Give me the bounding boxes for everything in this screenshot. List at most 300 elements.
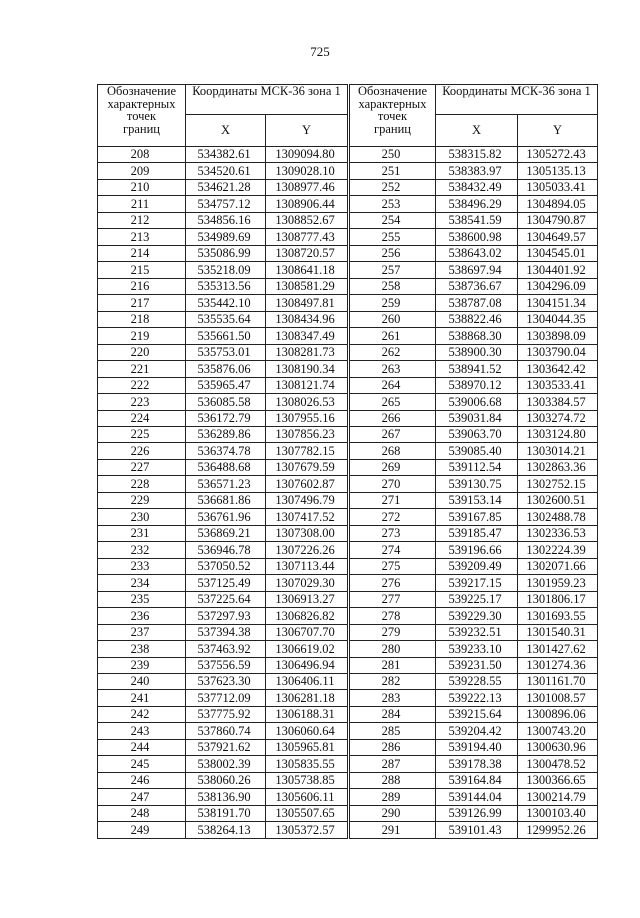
- table-row: [98, 295, 348, 311]
- header-point-line: точек: [377, 109, 408, 123]
- table-row: [350, 624, 598, 640]
- x-coordinate-cell: 539196.66: [436, 542, 518, 558]
- x-coordinate-cell: 537712.09: [186, 690, 266, 706]
- y-coordinate-cell: 1308777.43: [266, 229, 348, 245]
- y-coordinate-cell: 1307679.59: [266, 459, 348, 475]
- y-coordinate-cell: 1303124.80: [518, 426, 598, 442]
- x-coordinate-cell: 539215.64: [436, 706, 518, 722]
- point-number-cell: 219: [98, 328, 186, 344]
- y-coordinate-cell: 1305965.81: [266, 739, 348, 755]
- y-coordinate-cell: 1302336.53: [518, 525, 598, 541]
- page-number: 725: [310, 44, 330, 59]
- point-number-cell: 210: [98, 179, 186, 195]
- point-number-cell: 239: [98, 657, 186, 673]
- x-coordinate-cell: 539153.14: [436, 492, 518, 508]
- table-row: [350, 608, 598, 624]
- table-row: [350, 147, 598, 163]
- point-number-cell: 291: [350, 822, 436, 838]
- y-coordinate-cell: 1301959.23: [518, 575, 598, 591]
- y-coordinate-cell: 1308977.46: [266, 179, 348, 195]
- y-coordinate-cell: 1306406.11: [266, 674, 348, 690]
- table-row: [98, 739, 348, 755]
- table-row: [350, 459, 598, 475]
- table-row: [98, 163, 348, 179]
- header-point-line: характерных: [107, 96, 176, 111]
- x-coordinate-cell: 536085.58: [186, 394, 266, 410]
- table-row: [350, 509, 598, 525]
- point-number-cell: 289: [350, 789, 436, 805]
- table-row: [98, 344, 348, 360]
- point-number-cell: 211: [98, 196, 186, 212]
- point-number-cell: 227: [98, 459, 186, 475]
- table-row: [98, 245, 348, 261]
- table-row: [98, 575, 348, 591]
- point-number-cell: 220: [98, 344, 186, 360]
- header-x: X: [436, 115, 518, 147]
- table-row: [350, 575, 598, 591]
- table-row: [98, 542, 348, 558]
- y-coordinate-cell: 1301540.31: [518, 624, 598, 640]
- x-coordinate-cell: 538383.97: [436, 163, 518, 179]
- table-row: [350, 377, 598, 393]
- point-number-cell: 250: [350, 147, 436, 163]
- y-coordinate-cell: 1307602.87: [266, 476, 348, 492]
- coordinates-table-right: [349, 84, 598, 839]
- header-x: X: [186, 115, 266, 147]
- table-row: [98, 361, 348, 377]
- table-row: [98, 394, 348, 410]
- table-row: [98, 147, 348, 163]
- x-coordinate-cell: 534757.12: [186, 196, 266, 212]
- table-row: [98, 772, 348, 788]
- y-coordinate-cell: 1303014.21: [518, 443, 598, 459]
- y-coordinate-cell: 1307113.44: [266, 558, 348, 574]
- x-coordinate-cell: 539006.68: [436, 394, 518, 410]
- y-coordinate-cell: 1304545.01: [518, 245, 598, 261]
- x-coordinate-cell: 538496.29: [436, 196, 518, 212]
- point-number-cell: 278: [350, 608, 436, 624]
- header-point-line: границ: [374, 121, 411, 136]
- x-coordinate-cell: 539209.49: [436, 558, 518, 574]
- point-number-cell: 281: [350, 657, 436, 673]
- table-row: [350, 789, 598, 805]
- point-number-cell: 285: [350, 723, 436, 739]
- point-number-cell: 221: [98, 361, 186, 377]
- table-row: [98, 608, 348, 624]
- x-coordinate-cell: 539178.38: [436, 756, 518, 772]
- y-coordinate-cell: 1307782.15: [266, 443, 348, 459]
- x-coordinate-cell: 537225.64: [186, 591, 266, 607]
- point-number-cell: 212: [98, 212, 186, 228]
- point-number-cell: 258: [350, 278, 436, 294]
- x-coordinate-cell: 534382.61: [186, 147, 266, 163]
- point-number-cell: 233: [98, 558, 186, 574]
- y-coordinate-cell: 1300366.65: [518, 772, 598, 788]
- header-system-line1: Координаты МСК-36: [192, 84, 305, 98]
- point-number-cell: 254: [350, 212, 436, 228]
- point-number-cell: 288: [350, 772, 436, 788]
- y-coordinate-cell: 1306188.31: [266, 706, 348, 722]
- point-number-cell: 269: [350, 459, 436, 475]
- table-row: [350, 822, 598, 838]
- x-coordinate-cell: 538900.30: [436, 344, 518, 360]
- y-coordinate-cell: 1301806.17: [518, 591, 598, 607]
- x-coordinate-cell: 538541.59: [436, 212, 518, 228]
- x-coordinate-cell: 536172.79: [186, 410, 266, 426]
- table-row: [350, 278, 598, 294]
- table-row: [98, 591, 348, 607]
- x-coordinate-cell: 537394.38: [186, 624, 266, 640]
- x-coordinate-cell: 538432.49: [436, 179, 518, 195]
- x-coordinate-cell: 539063.70: [436, 426, 518, 442]
- header-coordinate-system: [436, 85, 598, 115]
- table-row: [98, 229, 348, 245]
- table-row: [98, 212, 348, 228]
- table-row: [350, 476, 598, 492]
- table-row: [98, 674, 348, 690]
- header-system-line1: Координаты МСК-36: [442, 84, 555, 98]
- y-coordinate-cell: 1308434.96: [266, 311, 348, 327]
- y-coordinate-cell: 1305033.41: [518, 179, 598, 195]
- x-coordinate-cell: 539228.55: [436, 674, 518, 690]
- point-number-cell: 237: [98, 624, 186, 640]
- y-coordinate-cell: 1300214.79: [518, 789, 598, 805]
- point-number-cell: 231: [98, 525, 186, 541]
- point-number-cell: 257: [350, 262, 436, 278]
- point-number-cell: 222: [98, 377, 186, 393]
- y-coordinate-cell: 1303790.04: [518, 344, 598, 360]
- y-coordinate-cell: 1304649.57: [518, 229, 598, 245]
- y-coordinate-cell: 1301161.70: [518, 674, 598, 690]
- table-row: [98, 278, 348, 294]
- header-point-line: точек: [126, 109, 157, 123]
- x-coordinate-cell: 536571.23: [186, 476, 266, 492]
- y-coordinate-cell: 1306060.64: [266, 723, 348, 739]
- point-number-cell: 264: [350, 377, 436, 393]
- table-row: [350, 394, 598, 410]
- table-row: [98, 492, 348, 508]
- table-row: [98, 476, 348, 492]
- point-number-cell: 290: [350, 805, 436, 821]
- y-coordinate-cell: 1300103.40: [518, 805, 598, 821]
- x-coordinate-cell: 536488.68: [186, 459, 266, 475]
- y-coordinate-cell: 1302863.36: [518, 459, 598, 475]
- x-coordinate-cell: 538643.02: [436, 245, 518, 261]
- y-coordinate-cell: 1309028.10: [266, 163, 348, 179]
- y-coordinate-cell: 1307955.16: [266, 410, 348, 426]
- point-number-cell: 272: [350, 509, 436, 525]
- point-number-cell: 283: [350, 690, 436, 706]
- point-number-cell: 209: [98, 163, 186, 179]
- header-point-line: Обозначение: [357, 84, 428, 98]
- point-number-cell: 244: [98, 739, 186, 755]
- x-coordinate-cell: 539225.17: [436, 591, 518, 607]
- table-row: [350, 772, 598, 788]
- header-coordinate-system: [186, 85, 348, 115]
- x-coordinate-cell: 537775.92: [186, 706, 266, 722]
- x-coordinate-cell: 536869.21: [186, 525, 266, 541]
- y-coordinate-cell: 1302752.15: [518, 476, 598, 492]
- y-coordinate-cell: 1305272.43: [518, 147, 598, 163]
- point-number-cell: 229: [98, 492, 186, 508]
- y-coordinate-cell: 1306619.02: [266, 641, 348, 657]
- table-row: [98, 179, 348, 195]
- x-coordinate-cell: 539204.42: [436, 723, 518, 739]
- table-row: [98, 624, 348, 640]
- table-row: [350, 245, 598, 261]
- header-y: Y: [518, 115, 598, 147]
- table-row: [350, 410, 598, 426]
- point-number-cell: 270: [350, 476, 436, 492]
- y-coordinate-cell: 1305835.55: [266, 756, 348, 772]
- point-number-cell: 245: [98, 756, 186, 772]
- y-coordinate-cell: 1304401.92: [518, 262, 598, 278]
- x-coordinate-cell: 537556.59: [186, 657, 266, 673]
- x-coordinate-cell: 538970.12: [436, 377, 518, 393]
- y-coordinate-cell: 1304296.09: [518, 278, 598, 294]
- y-coordinate-cell: 1308581.29: [266, 278, 348, 294]
- point-number-cell: 238: [98, 641, 186, 657]
- point-number-cell: 268: [350, 443, 436, 459]
- point-number-cell: 276: [350, 575, 436, 591]
- coordinates-table-left: [97, 84, 348, 839]
- x-coordinate-cell: 535753.01: [186, 344, 266, 360]
- x-coordinate-cell: 539194.40: [436, 739, 518, 755]
- x-coordinate-cell: 539126.99: [436, 805, 518, 821]
- x-coordinate-cell: 539112.54: [436, 459, 518, 475]
- x-coordinate-cell: 537921.62: [186, 739, 266, 755]
- x-coordinate-cell: 537050.52: [186, 558, 266, 574]
- table-row: [98, 641, 348, 657]
- point-number-cell: 284: [350, 706, 436, 722]
- table-row: [350, 361, 598, 377]
- x-coordinate-cell: 537860.74: [186, 723, 266, 739]
- x-coordinate-cell: 535876.06: [186, 361, 266, 377]
- table-row: [98, 410, 348, 426]
- point-number-cell: 253: [350, 196, 436, 212]
- header-point-designation: [98, 85, 186, 147]
- point-number-cell: 215: [98, 262, 186, 278]
- y-coordinate-cell: 1308347.49: [266, 328, 348, 344]
- point-number-cell: 214: [98, 245, 186, 261]
- y-coordinate-cell: 1308121.74: [266, 377, 348, 393]
- x-coordinate-cell: 538136.90: [186, 789, 266, 805]
- y-coordinate-cell: 1306281.18: [266, 690, 348, 706]
- x-coordinate-cell: 539031.84: [436, 410, 518, 426]
- point-number-cell: 228: [98, 476, 186, 492]
- y-coordinate-cell: 1307308.00: [266, 525, 348, 541]
- x-coordinate-cell: 535313.56: [186, 278, 266, 294]
- x-coordinate-cell: 536761.96: [186, 509, 266, 525]
- x-coordinate-cell: 534856.16: [186, 212, 266, 228]
- table-row: [350, 641, 598, 657]
- table-row: [98, 789, 348, 805]
- point-number-cell: 248: [98, 805, 186, 821]
- y-coordinate-cell: 1306496.94: [266, 657, 348, 673]
- x-coordinate-cell: 539164.84: [436, 772, 518, 788]
- x-coordinate-cell: 538060.26: [186, 772, 266, 788]
- table-row: [350, 739, 598, 755]
- x-coordinate-cell: 538822.46: [436, 311, 518, 327]
- table-row: [350, 295, 598, 311]
- y-coordinate-cell: 1302224.39: [518, 542, 598, 558]
- y-coordinate-cell: 1304790.87: [518, 212, 598, 228]
- table-row: [98, 756, 348, 772]
- y-coordinate-cell: 1305372.57: [266, 822, 348, 838]
- x-coordinate-cell: 535965.47: [186, 377, 266, 393]
- x-coordinate-cell: 536374.78: [186, 443, 266, 459]
- table-row: [350, 426, 598, 442]
- point-number-cell: 275: [350, 558, 436, 574]
- x-coordinate-cell: 536946.78: [186, 542, 266, 558]
- point-number-cell: 234: [98, 575, 186, 591]
- header-system-line2: зона 1: [558, 84, 591, 98]
- table-row: [350, 196, 598, 212]
- table-row: [350, 674, 598, 690]
- point-number-cell: 273: [350, 525, 436, 541]
- x-coordinate-cell: 537623.30: [186, 674, 266, 690]
- y-coordinate-cell: 1304044.35: [518, 311, 598, 327]
- point-number-cell: 259: [350, 295, 436, 311]
- y-coordinate-cell: 1306913.27: [266, 591, 348, 607]
- table-row: [350, 262, 598, 278]
- x-coordinate-cell: 538315.82: [436, 147, 518, 163]
- x-coordinate-cell: 537125.49: [186, 575, 266, 591]
- x-coordinate-cell: 539229.30: [436, 608, 518, 624]
- x-coordinate-cell: 537297.93: [186, 608, 266, 624]
- x-coordinate-cell: 538264.13: [186, 822, 266, 838]
- y-coordinate-cell: 1299952.26: [518, 822, 598, 838]
- point-number-cell: 225: [98, 426, 186, 442]
- point-number-cell: 263: [350, 361, 436, 377]
- table-row: [350, 542, 598, 558]
- header-point-line: Обозначение: [106, 84, 177, 98]
- header-point-line: границ: [123, 121, 160, 136]
- point-number-cell: 286: [350, 739, 436, 755]
- y-coordinate-cell: 1305135.13: [518, 163, 598, 179]
- y-coordinate-cell: 1307496.79: [266, 492, 348, 508]
- table-row: [98, 525, 348, 541]
- table-row: [350, 443, 598, 459]
- point-number-cell: 216: [98, 278, 186, 294]
- point-number-cell: 223: [98, 394, 186, 410]
- table-row: [98, 196, 348, 212]
- y-coordinate-cell: 1308852.67: [266, 212, 348, 228]
- table-row: [98, 690, 348, 706]
- y-coordinate-cell: 1303898.09: [518, 328, 598, 344]
- point-number-cell: 218: [98, 311, 186, 327]
- x-coordinate-cell: 536681.86: [186, 492, 266, 508]
- point-number-cell: 236: [98, 608, 186, 624]
- header-point-designation: [350, 85, 436, 147]
- y-coordinate-cell: 1307856.23: [266, 426, 348, 442]
- x-coordinate-cell: 535218.09: [186, 262, 266, 278]
- x-coordinate-cell: 538600.98: [436, 229, 518, 245]
- x-coordinate-cell: 534621.28: [186, 179, 266, 195]
- y-coordinate-cell: 1302600.51: [518, 492, 598, 508]
- y-coordinate-cell: 1308190.34: [266, 361, 348, 377]
- point-number-cell: 256: [350, 245, 436, 261]
- x-coordinate-cell: 538002.39: [186, 756, 266, 772]
- point-number-cell: 279: [350, 624, 436, 640]
- table-row: [350, 706, 598, 722]
- table-row: [350, 690, 598, 706]
- table-row: [98, 377, 348, 393]
- x-coordinate-cell: 534520.61: [186, 163, 266, 179]
- point-number-cell: 260: [350, 311, 436, 327]
- y-coordinate-cell: 1301693.55: [518, 608, 598, 624]
- table-row: [98, 723, 348, 739]
- y-coordinate-cell: 1300630.96: [518, 739, 598, 755]
- table-row: [98, 328, 348, 344]
- point-number-cell: 243: [98, 723, 186, 739]
- table-row: [350, 591, 598, 607]
- point-number-cell: 240: [98, 674, 186, 690]
- y-coordinate-cell: 1302488.78: [518, 509, 598, 525]
- table-row: [98, 706, 348, 722]
- table-row: [350, 723, 598, 739]
- point-number-cell: 255: [350, 229, 436, 245]
- point-number-cell: 249: [98, 822, 186, 838]
- x-coordinate-cell: 537463.92: [186, 641, 266, 657]
- table-row: [98, 262, 348, 278]
- point-number-cell: 224: [98, 410, 186, 426]
- y-coordinate-cell: 1305606.11: [266, 789, 348, 805]
- y-coordinate-cell: 1305738.85: [266, 772, 348, 788]
- point-number-cell: 235: [98, 591, 186, 607]
- table-body-left: [98, 147, 348, 839]
- y-coordinate-cell: 1300478.52: [518, 756, 598, 772]
- table-row: [350, 163, 598, 179]
- point-number-cell: 265: [350, 394, 436, 410]
- x-coordinate-cell: 539101.43: [436, 822, 518, 838]
- x-coordinate-cell: 535442.10: [186, 295, 266, 311]
- point-number-cell: 261: [350, 328, 436, 344]
- x-coordinate-cell: 538736.67: [436, 278, 518, 294]
- y-coordinate-cell: 1303384.57: [518, 394, 598, 410]
- point-number-cell: 266: [350, 410, 436, 426]
- x-coordinate-cell: 539232.51: [436, 624, 518, 640]
- point-number-cell: 208: [98, 147, 186, 163]
- x-coordinate-cell: 536289.86: [186, 426, 266, 442]
- y-coordinate-cell: 1303642.42: [518, 361, 598, 377]
- point-number-cell: 213: [98, 229, 186, 245]
- x-coordinate-cell: 539231.50: [436, 657, 518, 673]
- x-coordinate-cell: 539085.40: [436, 443, 518, 459]
- x-coordinate-cell: 539144.04: [436, 789, 518, 805]
- table-row: [98, 443, 348, 459]
- x-coordinate-cell: 538787.08: [436, 295, 518, 311]
- table-row: [98, 509, 348, 525]
- header-y: Y: [266, 115, 348, 147]
- y-coordinate-cell: 1308281.73: [266, 344, 348, 360]
- x-coordinate-cell: 539233.10: [436, 641, 518, 657]
- point-number-cell: 262: [350, 344, 436, 360]
- point-number-cell: 247: [98, 789, 186, 805]
- point-number-cell: 251: [350, 163, 436, 179]
- table-row: [350, 212, 598, 228]
- x-coordinate-cell: 539185.47: [436, 525, 518, 541]
- table-row: [350, 311, 598, 327]
- table-row: [98, 311, 348, 327]
- x-coordinate-cell: 539130.75: [436, 476, 518, 492]
- point-number-cell: 226: [98, 443, 186, 459]
- y-coordinate-cell: 1301274.36: [518, 657, 598, 673]
- table-row: [98, 426, 348, 442]
- table-row: [350, 344, 598, 360]
- y-coordinate-cell: 1300896.06: [518, 706, 598, 722]
- point-number-cell: 287: [350, 756, 436, 772]
